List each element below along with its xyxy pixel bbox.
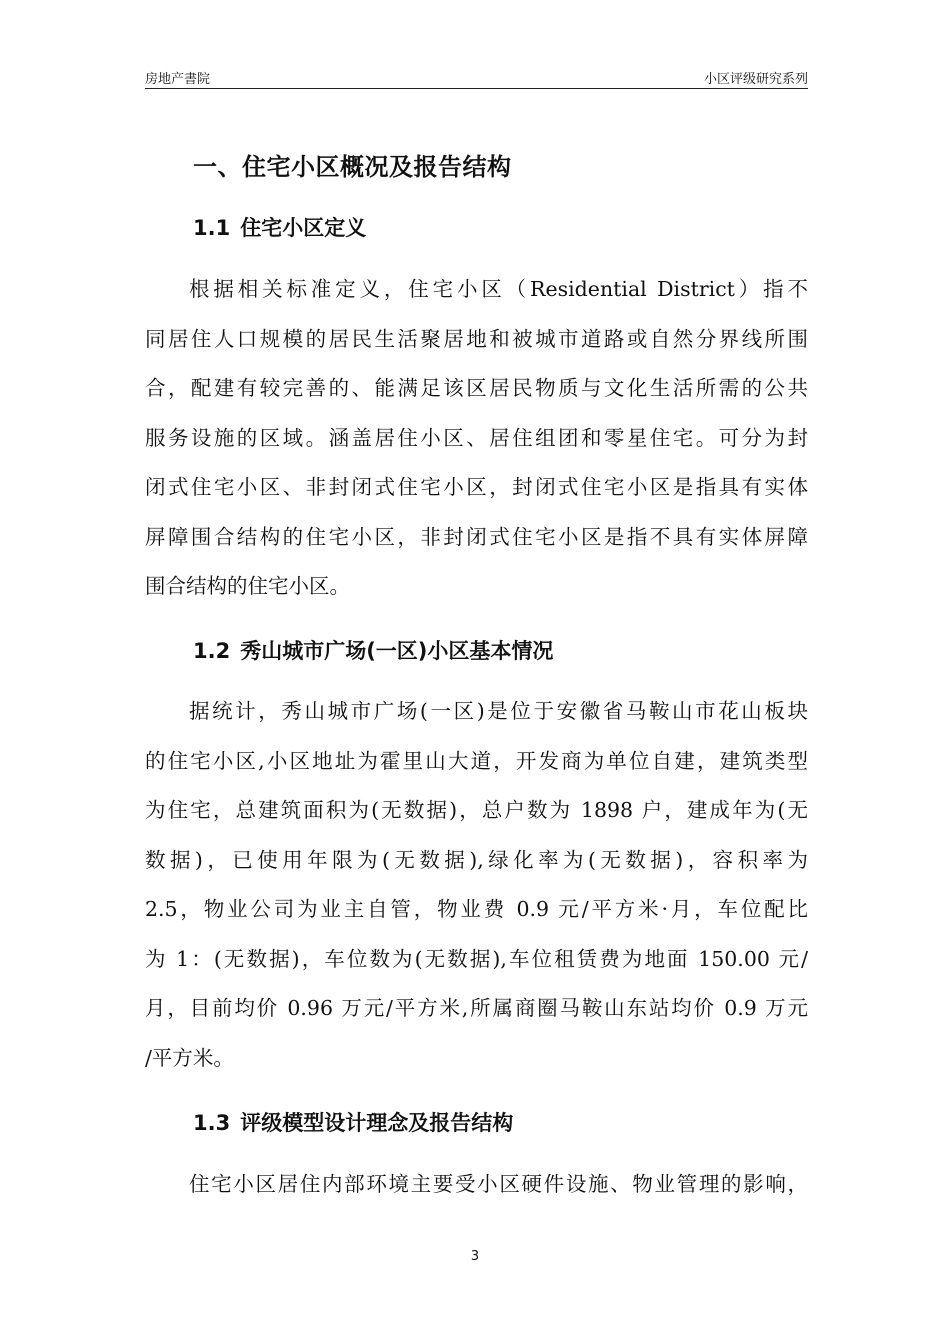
section-title: 住宅小区定义 (240, 216, 367, 240)
paragraph-model-design (145, 1160, 808, 1210)
paragraph-line: 闭式住宅小区、非封闭式住宅小区，封闭式住宅小区是指具有实体 (145, 475, 808, 499)
section-title: 秀山城市广场(一区)小区基本情况 (240, 639, 554, 663)
paragraph-line: 屏障围合结构的住宅小区，非封闭式住宅小区是指不具有实体屏障 (145, 524, 808, 549)
paragraph-line: 同居住人口规模的居民生活聚居地和被城市道路或自然分界线所围 (145, 326, 808, 351)
page-header (145, 66, 808, 89)
paragraph-line: 据统计，秀山城市广场(一区)是位于安徽省马鞍山市花山板块 (189, 699, 808, 723)
chapter-title: 一、住宅小区概况及报告结构 (193, 153, 512, 181)
paragraph-line: 合，配建有较完善的、能满足该区居民物质与文化生活所需的公共 (145, 376, 808, 400)
section-number: 1.1 (193, 216, 231, 240)
paragraph-definition (145, 265, 808, 612)
header-publisher: 房地产書院 (145, 72, 211, 87)
section-number: 1.3 (193, 1111, 231, 1135)
header-series: 小区评级研究系列 (703, 72, 808, 87)
section-heading-1-2 (193, 635, 553, 665)
paragraph-line: 2.5，物业公司为业主自管，物业费 0.9 元/平方米·月，车位配比 (145, 897, 808, 921)
paragraph-line: 数据)，已使用年限为(无数据),绿化率为(无数据)，容积率为 (145, 847, 808, 872)
page-number: 3 (470, 1249, 480, 1264)
paragraph-basic-info (145, 687, 808, 1083)
paragraph-line: 服务设施的区域。涵盖居住小区、居住组团和零星住宅。可分为封 (145, 425, 808, 450)
section-heading-1-3 (193, 1107, 513, 1137)
paragraph-line: 根据相关标准定义，住宅小区（Residential District）指不 (189, 277, 808, 301)
section-title: 评级模型设计理念及报告结构 (240, 1111, 514, 1135)
paragraph-line: 月，目前均价 0.96 万元/平方米,所属商圈马鞍山东站均价 0.9 万元 (145, 996, 808, 1020)
section-number: 1.2 (193, 639, 231, 663)
paragraph-line: /平方米。 (145, 1045, 234, 1070)
paragraph-line: 住宅小区居住内部环境主要受小区硬件设施、物业管理的影响， (189, 1172, 808, 1196)
paragraph-line: 为住宅，总建筑面积为(无数据)，总户数为 1898 户，建成年为(无 (145, 798, 808, 822)
section-heading-1-1 (193, 212, 366, 242)
paragraph-line: 为 1：(无数据)，车位数为(无数据),车位租赁费为地面 150.00 元/ (145, 946, 808, 971)
paragraph-line: 围合结构的住宅小区。 (145, 574, 350, 598)
paragraph-line: 的住宅小区,小区地址为霍里山大道，开发商为单位自建，建筑类型 (145, 748, 808, 773)
